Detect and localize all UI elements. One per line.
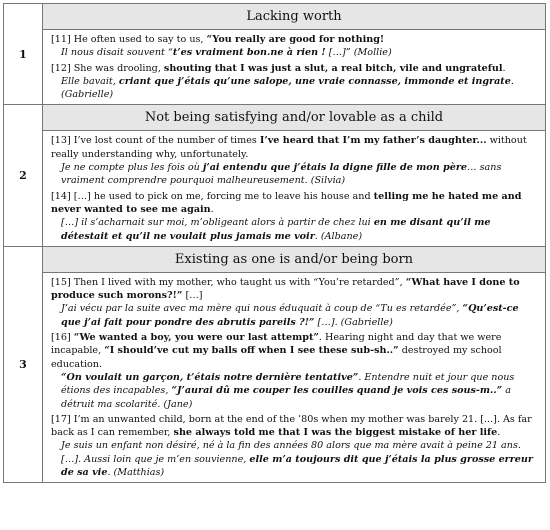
french-quote	[51, 216, 539, 243]
quotes-cell	[43, 131, 546, 246]
english-text: […]	[182, 290, 203, 302]
theme-number: 3	[4, 246, 43, 482]
quote-block	[51, 331, 539, 411]
theme-heading: Existing as one is and/or being born	[43, 246, 546, 272]
english-text: .	[502, 62, 506, 74]
theme-number: 2	[4, 105, 43, 246]
quote-block	[51, 413, 539, 479]
theme-quotes-row	[4, 131, 546, 246]
french-text: Il nous disait souvent “	[61, 47, 173, 59]
english-text: […] he used to pick on me, forcing me to leave his house and	[73, 190, 374, 202]
english-emphasis: “You really are good for nothing!	[206, 34, 385, 45]
french-quote	[51, 439, 539, 479]
quote-block	[51, 134, 539, 187]
quote-reference: [15]	[51, 276, 71, 288]
french-quote	[51, 302, 539, 329]
english-quote	[51, 62, 539, 75]
english-emphasis: “I should’ve cut my balls off when I see these sub-sh..”	[104, 345, 399, 357]
quote-block	[51, 33, 539, 60]
english-quote	[51, 134, 539, 161]
french-text: . Entendre nuit et jour que nous étions des incapables,	[61, 371, 515, 397]
french-text: … sans vraiment comprendre pourquoi malheureusement. (Silvia)	[61, 162, 502, 187]
french-text: […] il s’acharnait sur moi, m’obligeant alors à partir de chez lui	[61, 217, 374, 229]
french-text: […]” (Mollie)	[325, 47, 392, 59]
english-emphasis: “What have I done to produce such morons?!”	[51, 276, 520, 302]
quotes-cell	[43, 30, 546, 105]
french-emphasis: elle m’a toujours dit que j’étais la plus grosse erreur de sa vie	[61, 453, 533, 479]
quotes-table	[3, 3, 546, 483]
french-text: Je ne compte plus les fois où	[61, 162, 203, 174]
quotes-cell	[43, 272, 546, 482]
french-emphasis: “J’aurai dû me couper les couilles quand je vois ces sous-m..”	[171, 385, 503, 397]
french-quote	[51, 46, 539, 59]
english-quote	[51, 331, 539, 371]
english-text: I’ve lost count of the number of times	[73, 135, 260, 147]
french-text: . (Gabrielle)	[61, 75, 514, 101]
theme-number: 1	[4, 4, 43, 105]
theme-heading-row	[4, 246, 546, 272]
quote-reference: [13]	[51, 135, 71, 147]
english-text: I’m an unwanted child, born at the end of the ’80s when my mother was barely 21. [...]. As far back as I can remember,	[51, 413, 532, 439]
english-text: Then I lived with my mother, who taught us with “You’re retarded”,	[73, 276, 406, 288]
english-text: destroyed my school education.	[51, 345, 502, 370]
quote-reference: [14]	[51, 190, 71, 202]
english-quote	[51, 190, 539, 217]
french-quote	[51, 371, 539, 411]
english-quote	[51, 413, 539, 440]
theme-quotes-row	[4, 272, 546, 482]
french-text: . (Matthias)	[107, 467, 165, 479]
theme-heading-row	[4, 4, 546, 30]
english-text: She was drooling,	[73, 62, 164, 74]
english-text: He often used to say to us,	[73, 34, 207, 45]
french-emphasis: t’es vraiment bon.ne à rien !	[172, 47, 326, 59]
english-quote	[51, 276, 539, 303]
quote-reference: [17]	[51, 413, 71, 425]
quote-block	[51, 276, 539, 329]
english-emphasis: shouting that I was just a slut, a real bitch, vile and ungrateful	[163, 62, 503, 74]
quotes-table-body	[4, 4, 546, 483]
english-text: .	[210, 203, 214, 215]
english-text: .	[497, 427, 501, 439]
french-text: Je suis un enfant non désiré, né à la fin des années 80 alors que ma mère avait à peine 21 ans. […]. Aussi loin que je m’en souvienne,	[61, 440, 521, 465]
english-emphasis: I’ve heard that I’m my father’s daughter...	[259, 135, 487, 147]
french-emphasis: “On voulait un garçon, t’étais notre dernière tentative”	[61, 371, 359, 383]
french-emphasis: en me disant qu’il me détestait et qu’il ne voulait plus jamais me voir	[61, 217, 491, 242]
quote-reference: [16]	[51, 332, 71, 344]
french-text: J’ai vécu par la suite avec ma mère qui nous éduquait à coup de “Tu es retardée”,	[61, 303, 463, 315]
quote-reference: [11]	[51, 34, 71, 45]
english-emphasis: “We wanted a boy, you were our last attempt”	[73, 332, 319, 344]
french-text: a détruit ma scolarité. (Jane)	[61, 385, 511, 410]
french-emphasis: criant que j’étais qu’une salope, une vraie connasse, immonde et ingrate	[118, 75, 511, 87]
english-emphasis: telling me he hated me and never wanted to see me again	[51, 190, 522, 215]
theme-heading: Lacking worth	[43, 4, 546, 30]
english-text: . Hearing night and day that we were incapable,	[51, 332, 502, 357]
english-text: without really understanding why, unfortunately.	[51, 135, 527, 160]
theme-heading: Not being satisfying and/or lovable as a child	[43, 105, 546, 131]
french-text: . (Albane)	[314, 230, 363, 242]
quote-block	[51, 190, 539, 243]
english-quote	[51, 33, 539, 46]
theme-heading-row	[4, 105, 546, 131]
english-emphasis: she always told me that I was the biggest mistake of her life	[173, 427, 498, 439]
french-quote	[51, 75, 539, 102]
french-emphasis: “Qu’est-ce que j’ai fait pour pondre des abrutis pareils ?!”	[61, 303, 519, 328]
theme-quotes-row	[4, 30, 546, 105]
french-emphasis: j’ai entendu que j’étais la digne fille de mon père	[202, 162, 467, 174]
french-quote	[51, 161, 539, 188]
french-text: Elle bavait,	[61, 75, 119, 87]
quote-block	[51, 62, 539, 102]
quote-reference: [12]	[51, 62, 71, 74]
french-text: […]. (Gabrielle)	[314, 316, 393, 328]
